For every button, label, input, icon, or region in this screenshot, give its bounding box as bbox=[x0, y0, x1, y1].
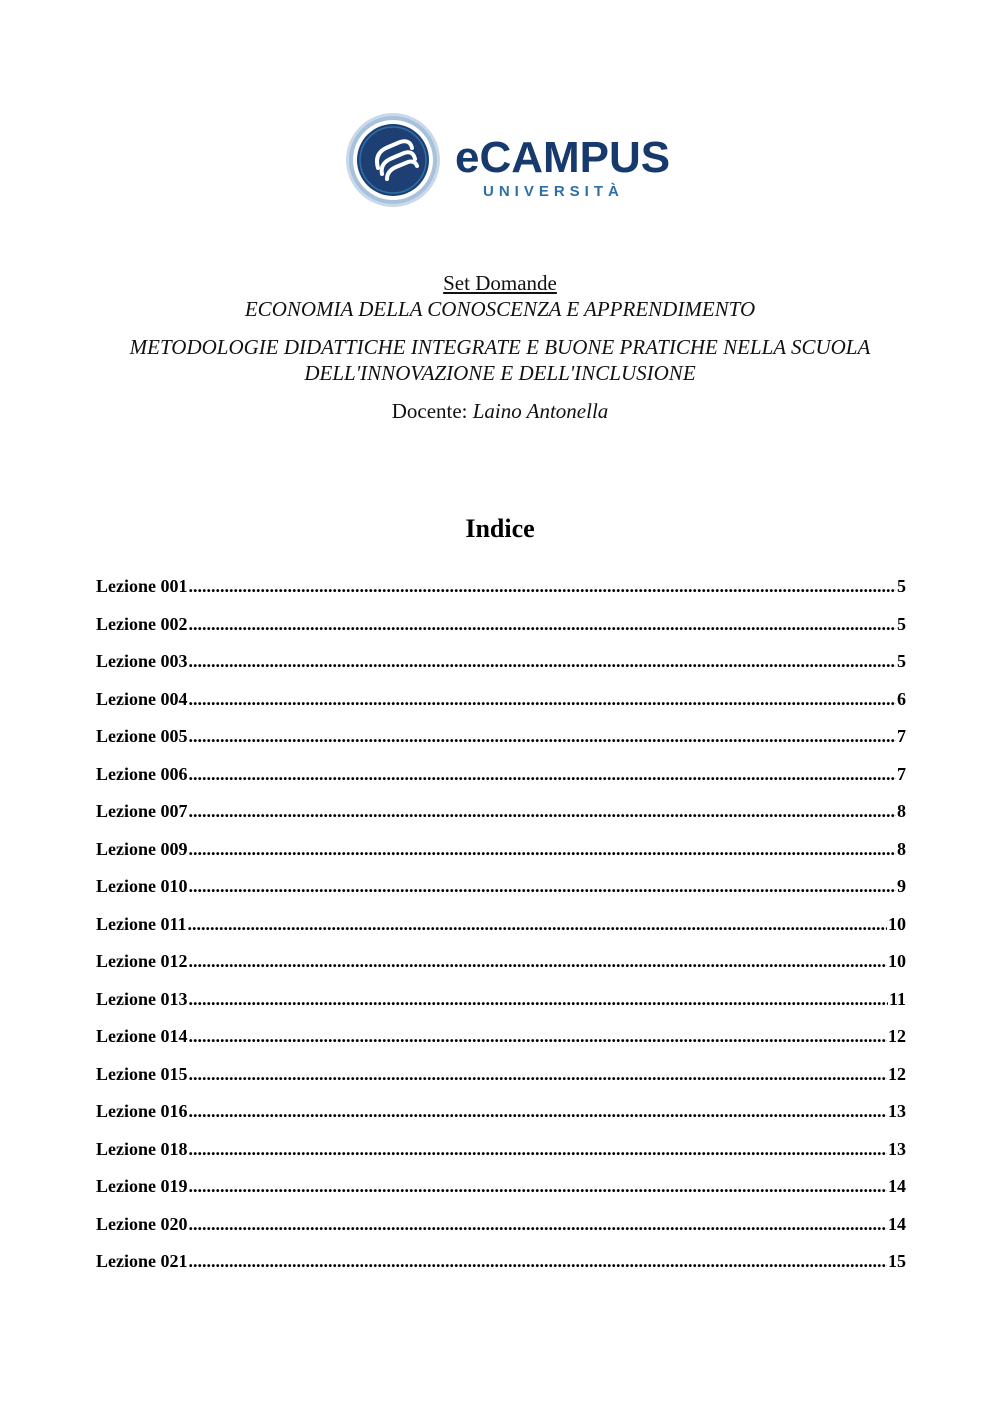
toc-dot-leader bbox=[189, 760, 897, 788]
toc-entry-page[interactable]: 5 bbox=[897, 576, 906, 596]
toc-entry[interactable] bbox=[96, 1022, 906, 1060]
ecampus-logo bbox=[345, 112, 675, 212]
toc-entry[interactable] bbox=[96, 872, 906, 910]
toc-entry-label[interactable]: Lezione 003 bbox=[96, 651, 188, 671]
toc-entry-page[interactable]: 13 bbox=[888, 1101, 906, 1121]
toc-entry-label[interactable]: Lezione 004 bbox=[96, 688, 188, 709]
teacher-line bbox=[100, 398, 900, 424]
logo-brand-text: eCAMPUS bbox=[455, 133, 671, 182]
toc-dot-leader bbox=[189, 872, 897, 900]
toc-entry-page[interactable]: 14 bbox=[888, 1213, 906, 1234]
toc-entry-label[interactable]: Lezione 011 bbox=[96, 913, 187, 934]
set-domande-heading: Set Domande bbox=[443, 271, 557, 295]
toc-entry-page[interactable]: 5 bbox=[897, 651, 906, 671]
toc-entry-label[interactable]: Lezione 005 bbox=[96, 726, 188, 746]
toc-entry[interactable] bbox=[96, 610, 906, 648]
toc-entry-label[interactable]: Lezione 006 bbox=[96, 763, 188, 784]
toc-dot-leader bbox=[189, 1060, 888, 1088]
toc-entry[interactable] bbox=[96, 722, 906, 760]
toc-entry-label[interactable]: Lezione 010 bbox=[96, 876, 188, 896]
toc-dot-leader bbox=[189, 610, 897, 638]
index-title: Indice bbox=[465, 514, 535, 543]
toc-entry[interactable] bbox=[96, 1097, 906, 1135]
toc-entry-page[interactable]: 8 bbox=[897, 801, 906, 821]
toc-entry[interactable] bbox=[96, 1172, 906, 1210]
title-block bbox=[100, 270, 900, 424]
toc-entry-label[interactable]: Lezione 001 bbox=[96, 576, 188, 596]
toc-dot-leader bbox=[188, 910, 888, 938]
toc-entry-label[interactable]: Lezione 015 bbox=[96, 1063, 188, 1084]
toc-entry-page[interactable]: 14 bbox=[888, 1176, 906, 1196]
toc-dot-leader bbox=[189, 1135, 888, 1163]
toc-dot-leader bbox=[189, 835, 897, 863]
toc-dot-leader bbox=[189, 985, 888, 1013]
logo-sub-text: UNIVERSITÀ bbox=[483, 183, 624, 200]
teacher-label: Docente: bbox=[391, 399, 468, 423]
toc-entry-page[interactable]: 7 bbox=[897, 726, 906, 746]
toc-entry-page[interactable]: 12 bbox=[888, 1026, 906, 1046]
toc-entry-label[interactable]: Lezione 019 bbox=[96, 1176, 188, 1196]
ecampus-wordmark bbox=[455, 133, 671, 206]
toc-entry[interactable] bbox=[96, 1135, 906, 1173]
toc-dot-leader bbox=[189, 797, 897, 825]
toc-entry[interactable] bbox=[96, 910, 906, 948]
course-title: ECONOMIA DELLA CONOSCENZA E APPRENDIMENTO bbox=[244, 297, 756, 321]
teacher-name: Laino Antonella bbox=[472, 399, 609, 423]
toc-dot-leader bbox=[189, 947, 888, 975]
toc-entry[interactable] bbox=[96, 985, 906, 1023]
ecampus-seal-icon bbox=[345, 112, 441, 208]
toc-entry-page[interactable]: 11 bbox=[888, 988, 906, 1009]
toc-entry-label[interactable]: Lezione 021 bbox=[96, 1251, 188, 1271]
toc-entry-label[interactable]: Lezione 009 bbox=[96, 838, 188, 859]
toc-entry[interactable] bbox=[96, 1210, 906, 1248]
toc-dot-leader bbox=[189, 1247, 888, 1275]
toc-entry[interactable] bbox=[96, 797, 906, 835]
table-of-contents bbox=[96, 572, 906, 1285]
toc-dot-leader bbox=[189, 647, 897, 675]
toc-entry[interactable] bbox=[96, 947, 906, 985]
toc-entry-label[interactable]: Lezione 020 bbox=[96, 1213, 188, 1234]
toc-dot-leader bbox=[189, 1210, 888, 1238]
toc-entry[interactable] bbox=[96, 1060, 906, 1098]
toc-entry[interactable] bbox=[96, 572, 906, 610]
toc-entry-label[interactable]: Lezione 002 bbox=[96, 613, 188, 634]
toc-entry-label[interactable]: Lezione 007 bbox=[96, 801, 188, 821]
toc-dot-leader bbox=[189, 1172, 888, 1200]
toc-entry-page[interactable]: 9 bbox=[897, 876, 906, 896]
toc-entry-page[interactable]: 13 bbox=[888, 1138, 906, 1159]
toc-entry[interactable] bbox=[96, 1247, 906, 1285]
toc-entry-label[interactable]: Lezione 013 bbox=[96, 988, 188, 1009]
toc-entry-page[interactable]: 7 bbox=[897, 763, 906, 784]
toc-dot-leader bbox=[189, 1097, 888, 1125]
toc-entry-label[interactable]: Lezione 018 bbox=[96, 1138, 188, 1159]
toc-entry-page[interactable]: 12 bbox=[888, 1063, 906, 1084]
toc-dot-leader bbox=[189, 1022, 888, 1050]
toc-entry-label[interactable]: Lezione 016 bbox=[96, 1101, 188, 1121]
toc-dot-leader bbox=[189, 685, 897, 713]
toc-dot-leader bbox=[189, 722, 897, 750]
toc-entry-page[interactable]: 10 bbox=[888, 951, 906, 971]
toc-entry-page[interactable]: 15 bbox=[888, 1251, 906, 1271]
toc-entry[interactable] bbox=[96, 685, 906, 723]
toc-entry[interactable] bbox=[96, 835, 906, 873]
toc-entry-label[interactable]: Lezione 012 bbox=[96, 951, 188, 971]
toc-entry[interactable] bbox=[96, 760, 906, 798]
toc-entry-page[interactable]: 6 bbox=[897, 688, 906, 709]
toc-dot-leader bbox=[189, 572, 897, 600]
toc-entry[interactable] bbox=[96, 647, 906, 685]
toc-entry-page[interactable]: 5 bbox=[897, 613, 906, 634]
toc-entry-page[interactable]: 10 bbox=[888, 913, 906, 934]
module-title: METODOLOGIE DIDATTICHE INTEGRATE E BUONE PRATICHE NELLA SCUOLA DELL'INNOVAZIONE E DELL'INCLUSIONE bbox=[129, 335, 871, 385]
toc-entry-label[interactable]: Lezione 014 bbox=[96, 1026, 188, 1046]
toc-entry-page[interactable]: 8 bbox=[897, 838, 906, 859]
